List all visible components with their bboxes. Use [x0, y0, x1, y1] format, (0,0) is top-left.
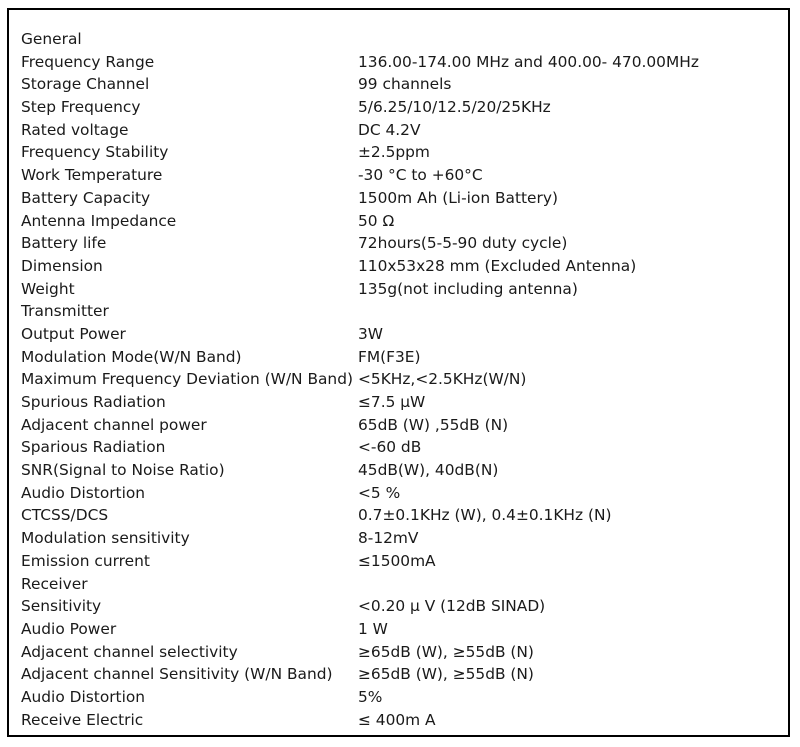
- spec-label: Modulation sensitivity: [21, 529, 190, 548]
- spec-value: 8-12mV: [358, 529, 419, 548]
- spec-value: 99 channels: [358, 75, 452, 94]
- section-heading: General: [21, 30, 82, 48]
- spec-value: 5/6.25/10/12.5/20/25KHz: [358, 98, 551, 117]
- spec-label: Output Power: [21, 324, 126, 343]
- spec-value: 1 W: [358, 619, 388, 638]
- spec-label: Audio Distortion: [21, 483, 146, 502]
- spec-value: [358, 28, 699, 51]
- spec-value: 0.7±0.1KHz (W), 0.4±0.1KHz (N): [358, 506, 612, 525]
- spec-value: ≤ 400m A: [358, 710, 436, 729]
- spec-value: FM(F3E): [358, 347, 421, 366]
- spec-row: [21, 278, 699, 301]
- spec-row: [21, 51, 699, 74]
- spec-row: [21, 232, 699, 255]
- spec-row: [21, 368, 699, 391]
- spec-label: Adjacent channel selectivity: [21, 642, 238, 661]
- spec-value: [358, 573, 699, 596]
- spec-value: 136.00-174.00 MHz and 400.00- 470.00MHz: [358, 52, 699, 71]
- spec-value: <-60 dB: [358, 438, 422, 457]
- spec-row: [21, 482, 699, 505]
- spec-label: Work Temperature: [21, 166, 163, 185]
- spec-value: ±2.5ppm: [358, 143, 430, 162]
- section-heading-row: [21, 28, 699, 51]
- spec-value: DC 4.2V: [358, 120, 421, 139]
- spec-row: [21, 323, 699, 346]
- spec-label: Modulation Mode(W/N Band): [21, 347, 242, 366]
- spec-label: SNR(Signal to Noise Ratio): [21, 461, 225, 480]
- spec-value: 5%: [358, 687, 383, 706]
- spec-value: 45dB(W), 40dB(N): [358, 461, 499, 480]
- spec-value: 135g(not including antenna): [358, 279, 578, 298]
- spec-label: Battery life: [21, 234, 107, 253]
- spec-row: [21, 73, 699, 96]
- spec-value: 1500m Ah (Li-ion Battery): [358, 188, 558, 207]
- spec-label: Step Frequency: [21, 98, 141, 117]
- spec-label: Audio Power: [21, 619, 117, 638]
- spec-row: [21, 618, 699, 641]
- spec-label: Adjacent channel Sensitivity (W/N Band): [21, 665, 333, 684]
- spec-label: Sensitivity: [21, 597, 102, 616]
- spec-label: Maximum Frequency Deviation (W/N Band): [21, 370, 353, 389]
- spec-label: Dimension: [21, 256, 103, 275]
- spec-row: [21, 595, 699, 618]
- spec-label: Sparious Radiation: [21, 438, 166, 457]
- spec-row: [21, 346, 699, 369]
- spec-value: -30 °C to +60°C: [358, 166, 483, 185]
- spec-row: [21, 641, 699, 664]
- spec-value: 50 Ω: [358, 211, 395, 230]
- spec-row: [21, 210, 699, 233]
- spec-row: [21, 709, 699, 732]
- spec-row: [21, 141, 699, 164]
- spec-label: Receive Electric: [21, 710, 144, 729]
- spec-row: [21, 96, 699, 119]
- spec-label: Weight: [21, 279, 75, 298]
- spec-label: Rated voltage: [21, 120, 129, 139]
- spec-label: Frequency Range: [21, 52, 155, 71]
- spec-row: [21, 255, 699, 278]
- spec-row: [21, 527, 699, 550]
- spec-label: Spurious Radiation: [21, 393, 166, 411]
- spec-row: [21, 436, 699, 459]
- spec-row: [21, 504, 699, 527]
- spec-value: ≥65dB (W), ≥55dB (N): [358, 665, 534, 684]
- spec-row: [21, 187, 699, 210]
- spec-row: [21, 686, 699, 709]
- spec-row: [21, 391, 699, 414]
- spec-value: <0.20 μ V (12dB SINAD): [358, 597, 546, 616]
- spec-value: [358, 300, 699, 323]
- spec-value: ≤7.5 μW: [358, 393, 426, 411]
- spec-label: Battery Capacity: [21, 188, 151, 207]
- section-heading-row: [21, 300, 699, 323]
- spec-value: ≤1500mA: [358, 551, 436, 570]
- spec-frame: [7, 8, 790, 737]
- spec-value: ≥65dB (W), ≥55dB (N): [358, 642, 534, 661]
- spec-label: Frequency Stability: [21, 143, 169, 162]
- section-heading: Transmitter: [21, 302, 109, 321]
- spec-table: [21, 28, 699, 731]
- spec-row: [21, 663, 699, 686]
- spec-value: <5KHz,<2.5KHz(W/N): [358, 370, 527, 389]
- spec-value: 3W: [358, 324, 384, 343]
- spec-label: Storage Channel: [21, 75, 150, 94]
- spec-label: CTCSS/DCS: [21, 506, 109, 525]
- section-heading: Receiver: [21, 574, 88, 593]
- spec-row: [21, 550, 699, 573]
- spec-row: [21, 459, 699, 482]
- spec-value: 72hours(5-5-90 duty cycle): [358, 234, 568, 253]
- spec-row: [21, 164, 699, 187]
- spec-label: Audio Distortion: [21, 687, 146, 706]
- spec-label: Antenna Impedance: [21, 211, 177, 230]
- spec-row: [21, 119, 699, 142]
- spec-label: Adjacent channel power: [21, 415, 207, 434]
- spec-label: Emission current: [21, 551, 150, 570]
- section-heading-row: [21, 573, 699, 596]
- spec-value: 65dB (W) ,55dB (N): [358, 415, 509, 434]
- spec-row: [21, 414, 699, 437]
- spec-value: 110x53x28 mm (Excluded Antenna): [358, 256, 637, 275]
- spec-value: <5 %: [358, 483, 401, 502]
